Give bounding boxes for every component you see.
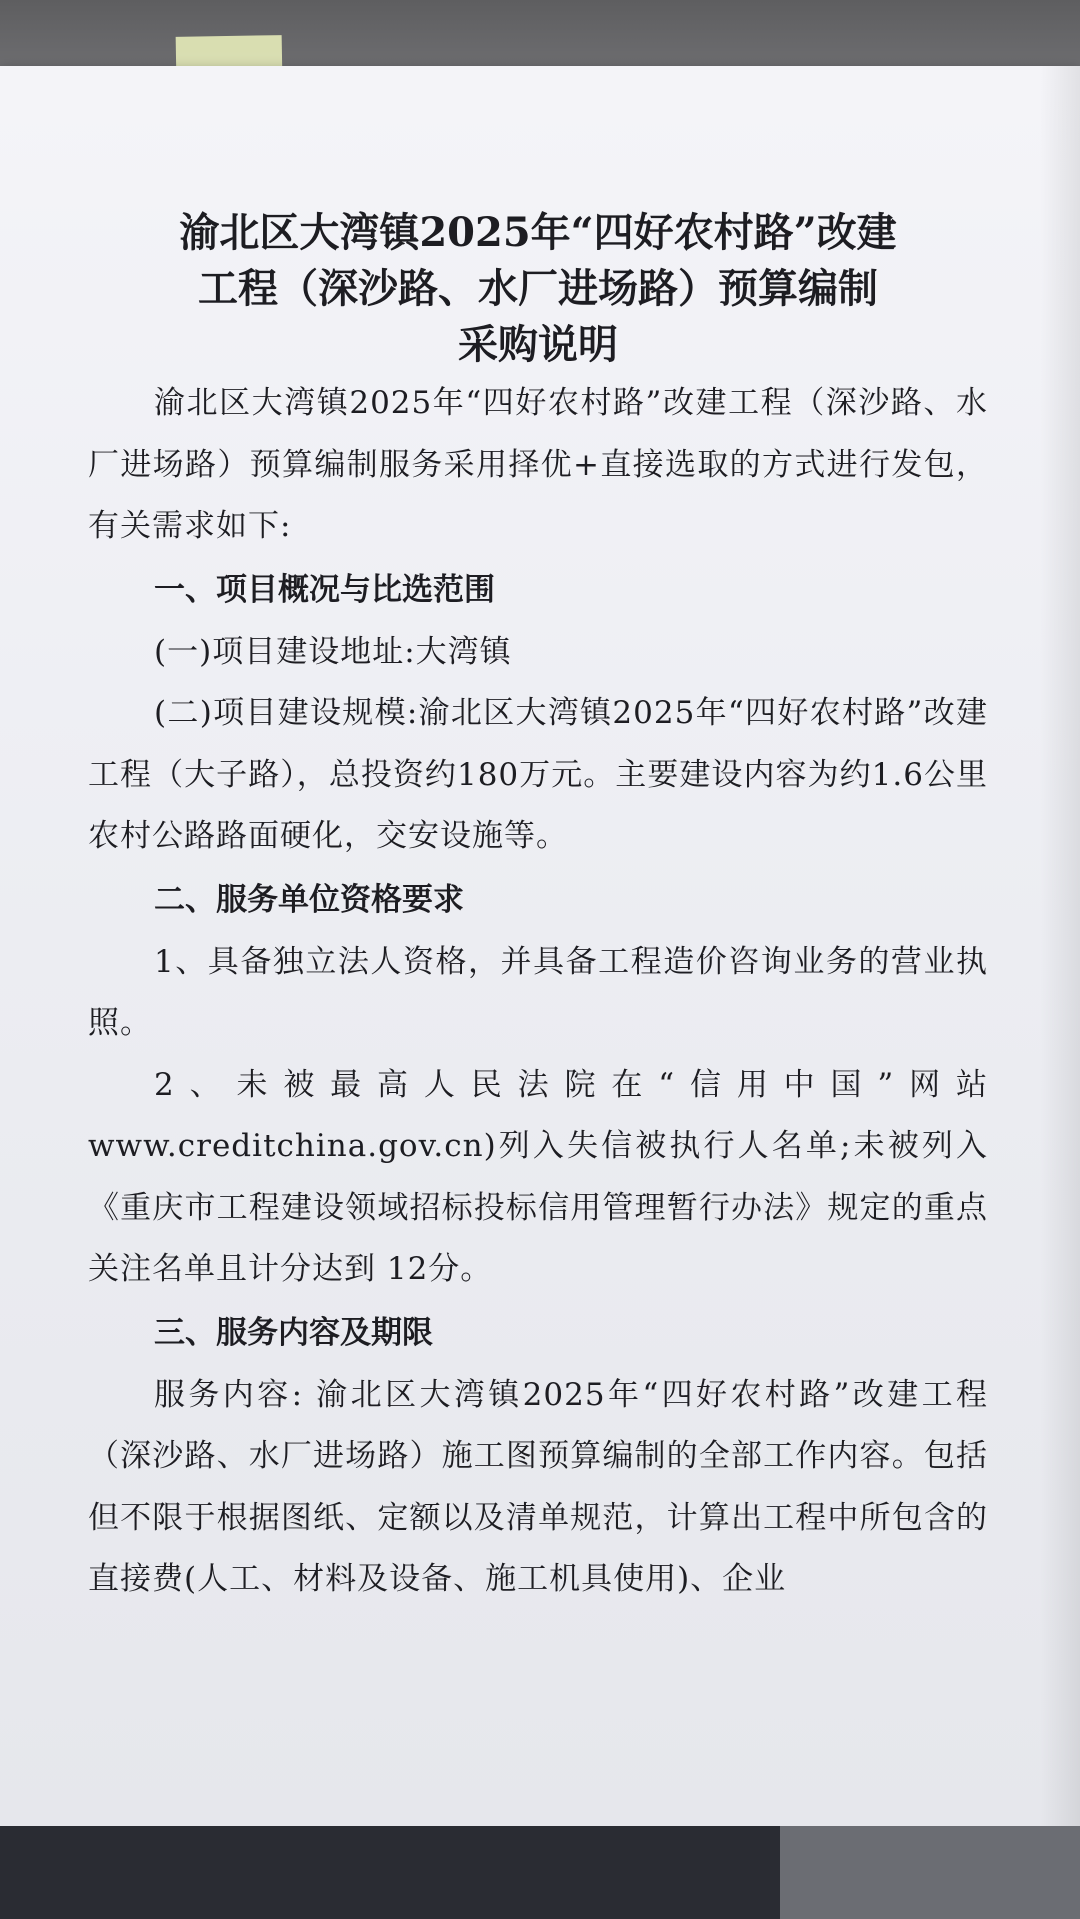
intro-paragraph: 渝北区大湾镇2025年“四好农村路”改建工程（深沙路、水厂进场路）预算编制服务采用择优+直接选取的方式进行发包，有关需求如下: (88, 385, 988, 544)
section-2-item-1: 1、具备独立法人资格，并具备工程造价咨询业务的营业执照。 (88, 943, 988, 1041)
section-2-item-2: 2、未被最高人民法院在“信用中国”网站www.creditchina.gov.cn)列入失信被执行人名单;未被列入《重庆市工程建设领域招标投标信用管理暂行办法》规定的重点关注名单且计分达到 12分。 (88, 1066, 988, 1287)
section-1-item-1: (一)项目建设地址:大湾镇 (154, 633, 512, 670)
desk-surface-right (780, 1826, 1080, 1919)
title-line-2: 工程（深沙路、水厂进场路）预算编制 (198, 265, 878, 312)
title-line-3: 采购说明 (458, 321, 618, 368)
paper-edge-shadow (1040, 66, 1080, 1826)
document-title (88, 205, 988, 373)
section-3-content: 服务内容: 渝北区大湾镇2025年“四好农村路”改建工程（深沙路、水厂进场路）施工图预算编制的全部工作内容。包括但不限于根据图纸、定额以及清单规范，计算出工程中所包含的直接费(人工、材料及设备、施工机具使用)、企业 (88, 1376, 988, 1597)
section-2-heading: 二、服务单位资格要求 (154, 881, 464, 918)
section-3-heading: 三、服务内容及期限 (154, 1314, 433, 1351)
document-body (88, 205, 988, 1611)
section-1-item-2: (二)项目建设规模:渝北区大湾镇2025年“四好农村路”改建工程（大子路），总投资约180万元。主要建设内容为约1.6公里农村公路路面硬化，交安设施等。 (88, 695, 988, 854)
title-line-1: 渝北区大湾镇2025年“四好农村路”改建 (179, 209, 897, 256)
section-1-heading: 一、项目概况与比选范围 (154, 571, 495, 608)
